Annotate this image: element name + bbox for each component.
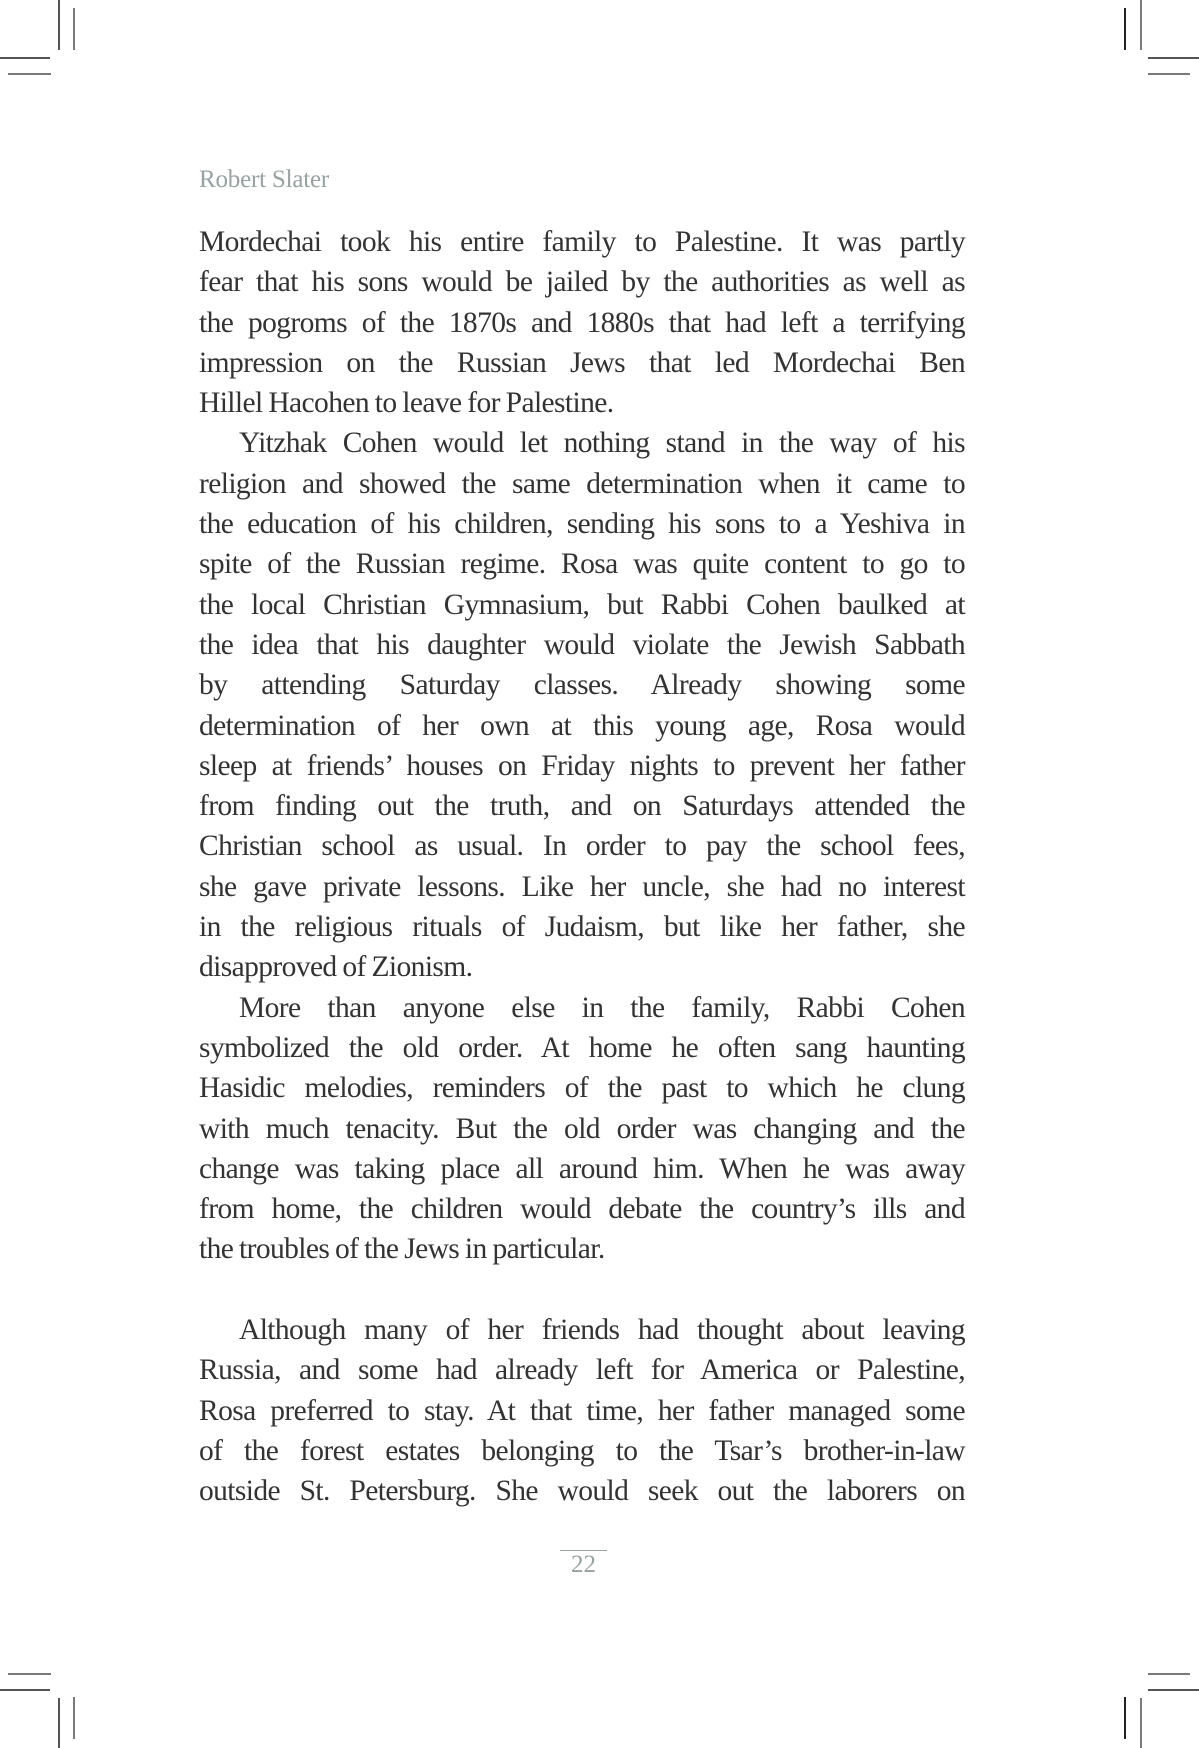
crop-mark-top-right-horizontal-inner: [1148, 73, 1190, 75]
text-line: by attending Saturday classes. Already showing some: [199, 669, 965, 702]
crop-mark-bottom-left-horizontal-inner: [8, 1673, 51, 1675]
text-line: she gave private lessons. Like her uncle, she had no interest: [199, 870, 965, 903]
text-line: Christian school as usual. In order to pay the school fees,: [199, 830, 965, 863]
text-line: the troubles of the Jews in particular.: [199, 1233, 605, 1266]
text-line: symbolized the old order. At home he often sang haunting: [199, 1031, 965, 1064]
text-line: of the forest estates belonging to the Tsar’s brother-in-law: [199, 1434, 965, 1467]
text-line: from home, the children would debate the country’s ills and: [199, 1193, 965, 1226]
text-line: Rosa preferred to stay. At that time, her father managed some: [199, 1394, 965, 1427]
text-line: fear that his sons would be jailed by the authorities as well as: [199, 266, 965, 299]
text-line: impression on the Russian Jews that led Mordechai Ben: [199, 346, 965, 379]
text-line: Hasidic melodies, reminders of the past to which he clung: [199, 1072, 965, 1105]
crop-mark-top-right-vertical-inner: [1124, 8, 1126, 50]
paragraph-2: [199, 423, 965, 987]
text-line: with much tenacity. But the old order was changing and the: [199, 1112, 965, 1145]
running-head-author: Robert Slater: [199, 166, 330, 193]
paragraph-4: [199, 1310, 965, 1511]
text-line: Mordechai took his entire family to Palestine. It was partly: [199, 226, 965, 258]
text-line: in the religious rituals of Judaism, but like her father, she: [199, 911, 965, 944]
crop-mark-bottom-left-vertical-outer: [58, 1698, 60, 1748]
text-line: More than anyone else in the family, Rabbi Cohen: [239, 991, 965, 1024]
crop-mark-bottom-left-vertical-inner: [73, 1697, 75, 1739]
crop-mark-bottom-right-horizontal-outer: [1148, 1689, 1199, 1691]
crop-mark-top-right-vertical-outer: [1140, 0, 1142, 50]
crop-mark-bottom-right-vertical-outer: [1140, 1698, 1142, 1748]
text-line: the idea that his daughter would violate the Jewish Sabbath: [199, 628, 965, 661]
text-line: Hillel Hacohen to leave for Palestine.: [199, 387, 614, 420]
text-line: spite of the Russian regime. Rosa was quite content to go to: [199, 548, 965, 581]
text-line: religion and showed the same determination when it came to: [199, 467, 965, 500]
text-line: determination of her own at this young age, Rosa would: [199, 709, 965, 742]
text-line: Yitzhak Cohen would let nothing stand in the way of his: [239, 427, 965, 460]
crop-mark-top-left-horizontal-outer: [0, 57, 50, 59]
text-line: Russia, and some had already left for America or Palestine,: [199, 1354, 965, 1387]
body-text: [199, 222, 965, 1512]
paragraph-3: [199, 988, 965, 1270]
text-line: the education of his children, sending his sons to a Yeshiva in: [199, 508, 965, 541]
crop-mark-bottom-right-horizontal-inner: [1148, 1673, 1190, 1675]
paragraph-1: [199, 222, 965, 423]
text-line: the pogroms of the 1870s and 1880s that had left a terrifying: [199, 306, 965, 339]
text-line: sleep at friends’ houses on Friday nights to prevent her father: [199, 749, 965, 782]
crop-mark-top-right-horizontal-outer: [1148, 57, 1199, 59]
text-line: the local Christian Gymnasium, but Rabbi Cohen baulked at: [199, 588, 965, 621]
text-line: outside St. Petersburg. She would seek out the laborers on: [199, 1475, 965, 1508]
page-number: 22: [571, 1551, 596, 1578]
text-line: Although many of her friends had thought about leaving: [239, 1314, 965, 1347]
crop-mark-top-left-vertical-outer: [58, 0, 60, 50]
text-line: disapproved of Zionism.: [199, 951, 473, 984]
text-line: change was taking place all around him. When he was away: [199, 1152, 965, 1185]
crop-mark-bottom-right-vertical-inner: [1124, 1697, 1126, 1739]
text-line: from finding out the truth, and on Saturdays attended the: [199, 790, 965, 823]
crop-mark-top-left-horizontal-inner: [8, 73, 51, 75]
crop-mark-bottom-left-horizontal-outer: [0, 1689, 50, 1691]
crop-mark-top-left-vertical-inner: [73, 8, 75, 50]
